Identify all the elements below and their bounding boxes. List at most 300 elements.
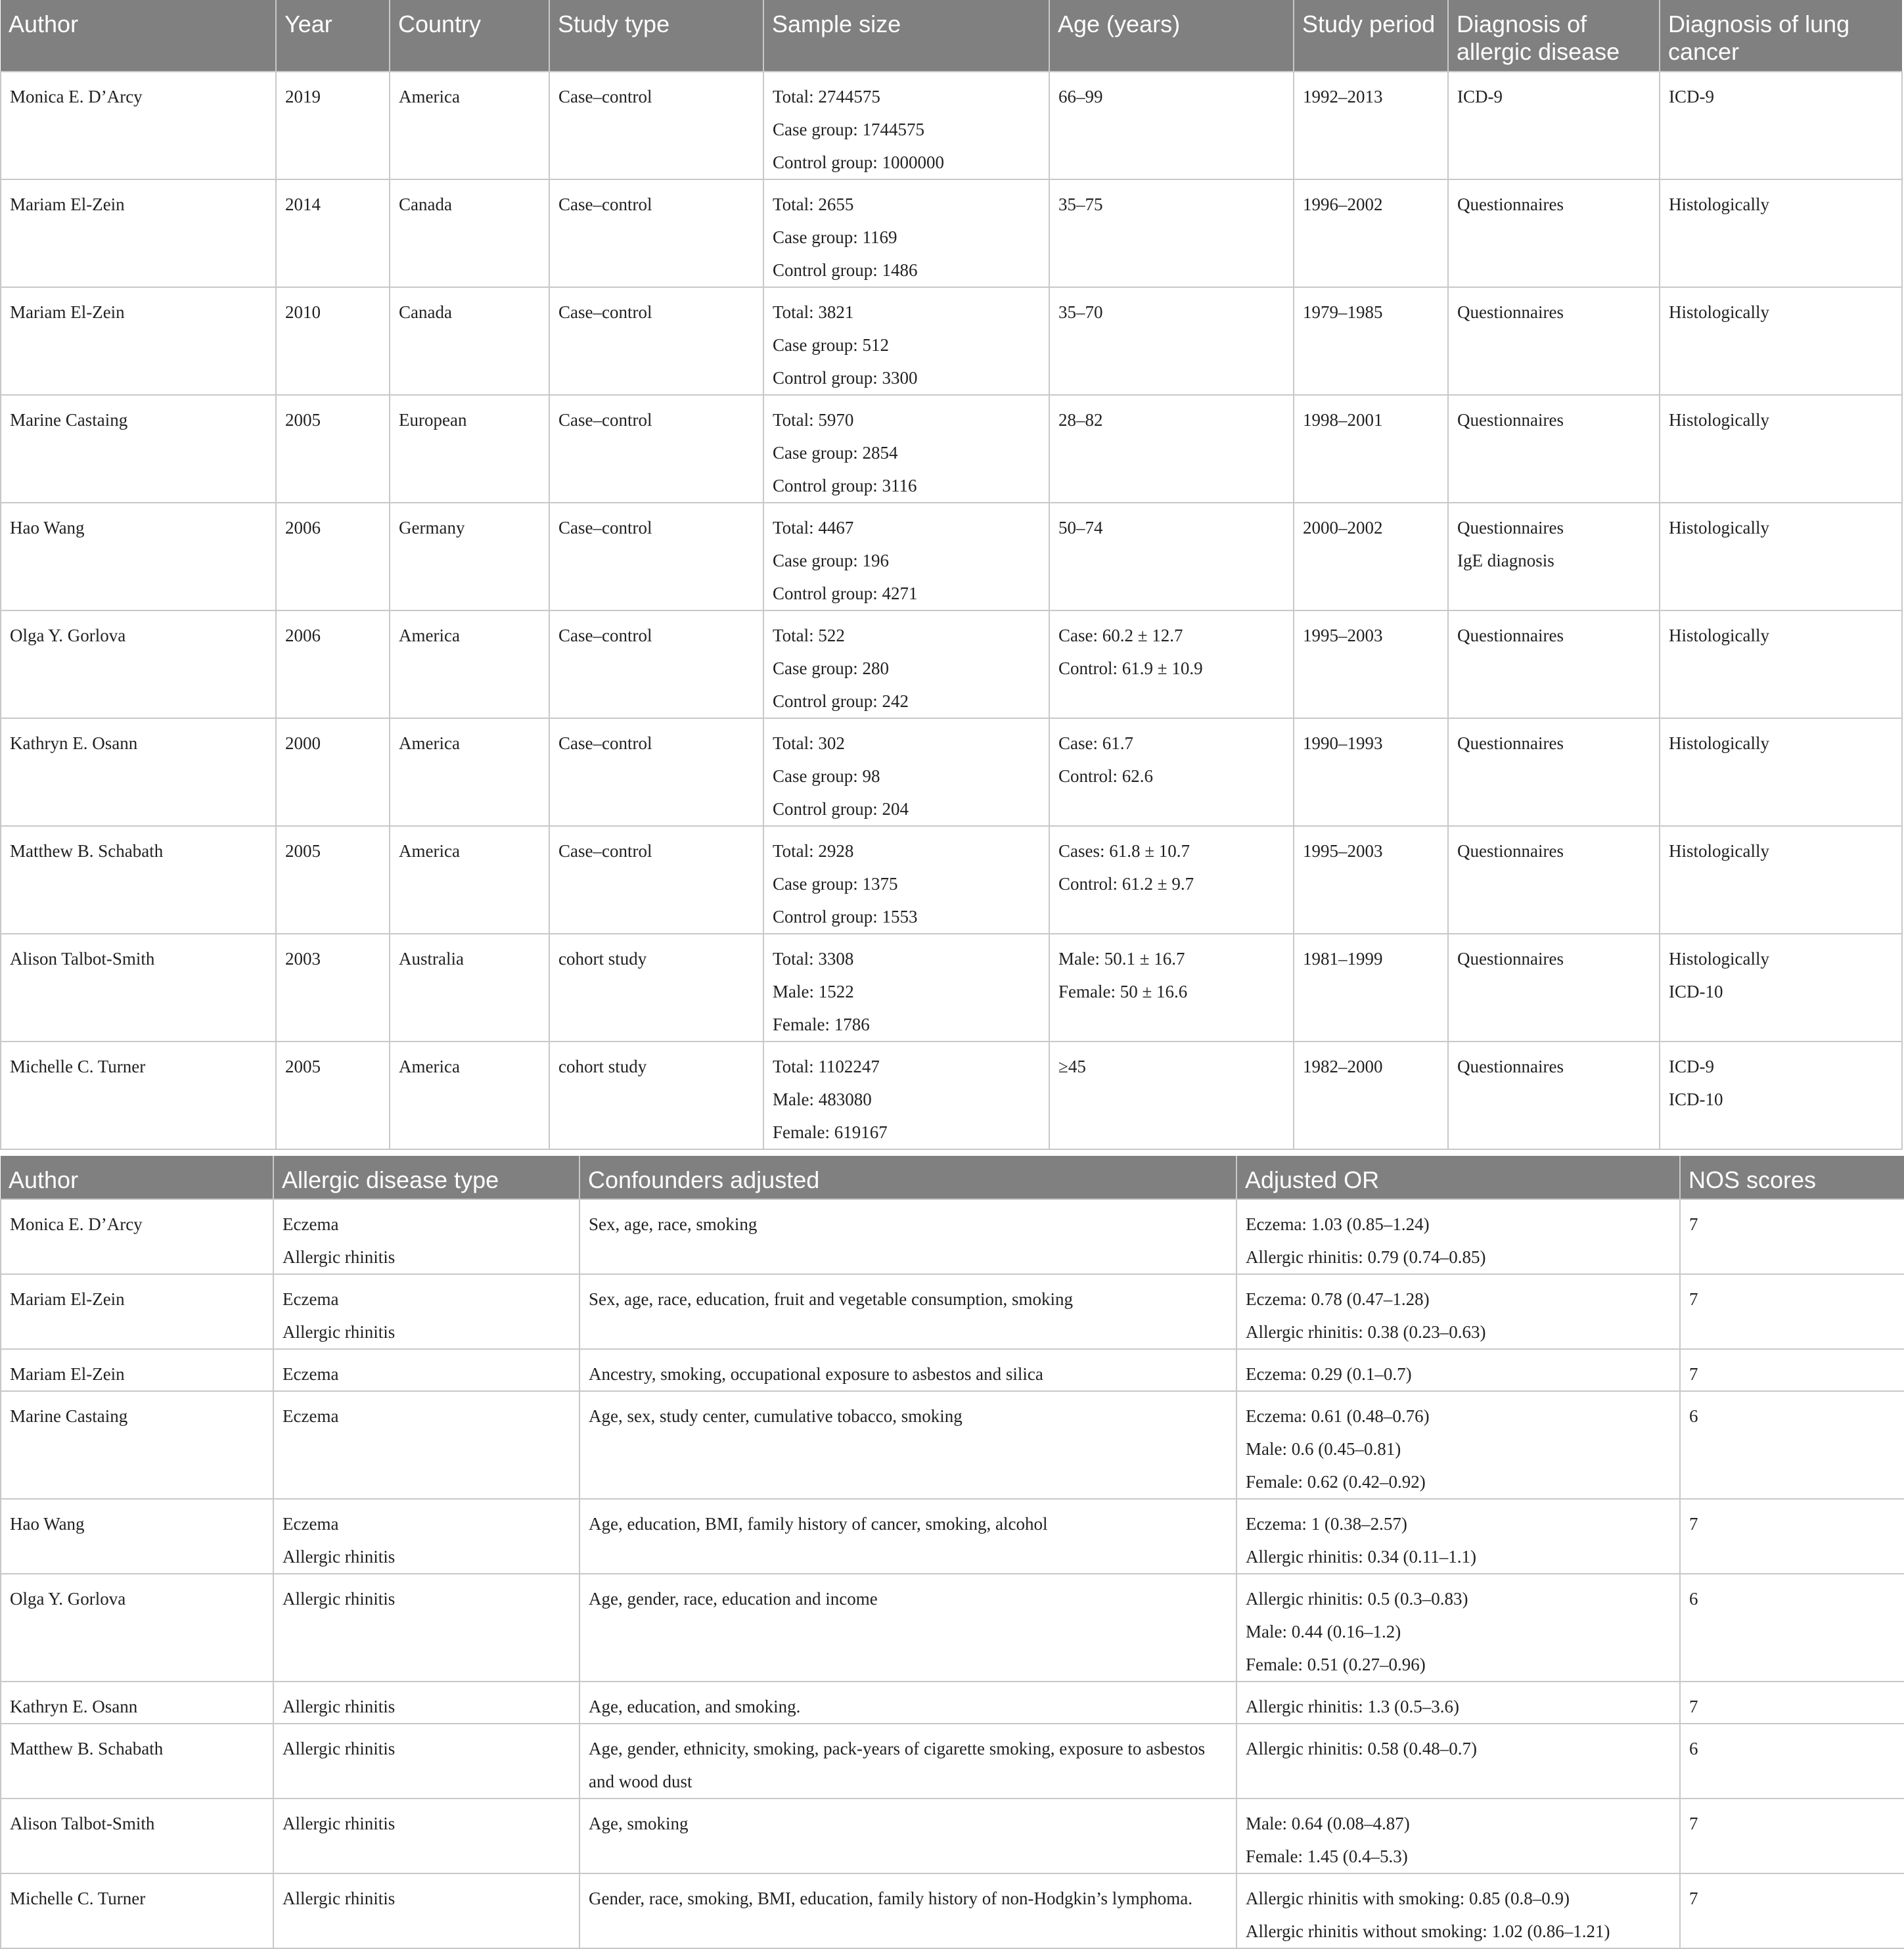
study-type-cell (549, 179, 763, 287)
table-row (1, 179, 1902, 287)
nos-score-cell (1680, 1682, 1904, 1724)
author-cell (1, 1873, 273, 1948)
study-type-cell (549, 287, 763, 395)
study-period-cell (1294, 72, 1448, 179)
country-cell-line: Canada (399, 195, 452, 214)
study-type-cell-line: Case–control (558, 410, 652, 430)
study-period-cell-line: 1982–2000 (1303, 1057, 1383, 1076)
sample-size-cell-line: Control group: 204 (773, 799, 909, 819)
nos-score-cell (1680, 1349, 1904, 1391)
diagnosis-allergic-cell-line: Questionnaires (1457, 626, 1564, 645)
country-cell (390, 287, 549, 395)
diagnosis-lung-cell-line: ICD-9 (1669, 1057, 1714, 1076)
author-cell-line: Matthew B. Schabath (10, 841, 164, 861)
adjusted-or-cell-line: Allergic rhinitis: 0.58 (0.48–0.7) (1246, 1739, 1477, 1758)
adjusted-or-cell-line: Allergic rhinitis: 0.34 (0.11–1.1) (1246, 1547, 1476, 1567)
allergic-type-cell-line: Eczema (283, 1214, 339, 1234)
study-type-cell-line: Case–control (558, 518, 652, 538)
country-cell (390, 179, 549, 287)
nos-score-cell-text: 6 (1689, 1739, 1698, 1758)
header-sample-size: Sample size (763, 0, 1049, 72)
sample-size-cell-line: Case group: 512 (773, 335, 889, 355)
nos-score-cell (1680, 1574, 1904, 1682)
study-type-cell-line: Case–control (558, 841, 652, 861)
age-cell (1049, 395, 1294, 503)
allergic-type-cell-line: Allergic rhinitis (283, 1322, 396, 1342)
sample-size-cell-line: Control group: 4271 (773, 584, 918, 603)
adjusted-or-cell-line: Allergic rhinitis without smoking: 1.02 (0.86–1.21) (1246, 1921, 1610, 1941)
age-cell (1049, 610, 1294, 718)
adjusted-or-cell (1236, 1349, 1680, 1391)
author-cell-text: Alison Talbot-Smith (10, 1814, 155, 1833)
diagnosis-allergic-cell-line: Questionnaires (1457, 518, 1564, 538)
diagnosis-allergic-cell-line: ICD-9 (1457, 87, 1503, 106)
author-cell (1, 1274, 273, 1349)
allergic-type-cell-line: Allergic rhinitis (283, 1247, 396, 1267)
diagnosis-lung-cell (1660, 718, 1902, 826)
sample-size-cell-line: Control group: 242 (773, 691, 909, 711)
adjusted-or-cell (1236, 1799, 1680, 1873)
table-row (1, 503, 1902, 610)
author-cell-text: Hao Wang (10, 1514, 85, 1534)
study-period-cell-line: 1996–2002 (1303, 195, 1383, 214)
diagnosis-lung-cell (1660, 503, 1902, 610)
diagnosis-allergic-cell-line: Questionnaires (1457, 1057, 1564, 1076)
allergic-type-cell (273, 1799, 579, 1873)
age-cell (1049, 72, 1294, 179)
adjusted-or-cell (1236, 1199, 1680, 1274)
adjusted-or-cell-line: Female: 0.51 (0.27–0.96) (1246, 1655, 1426, 1674)
diagnosis-lung-cell (1660, 826, 1902, 934)
year-cell-line: 2000 (285, 733, 321, 753)
nos-score-cell-text: 7 (1689, 1889, 1698, 1908)
diagnosis-allergic-cell (1448, 395, 1660, 503)
diagnosis-lung-cell-line: Histologically (1669, 841, 1769, 861)
table-row (1, 1042, 1902, 1149)
table-row (1, 1724, 1904, 1799)
age-cell (1049, 934, 1294, 1042)
sample-size-cell-line: Control group: 3116 (773, 476, 917, 495)
nos-score-cell (1680, 1391, 1904, 1499)
diagnosis-allergic-cell (1448, 287, 1660, 395)
table-row (1, 1873, 1904, 1948)
author-cell (1, 503, 276, 610)
sample-size-cell-line: Total: 522 (773, 626, 845, 645)
nos-score-cell (1680, 1199, 1904, 1274)
author-cell-text: Olga Y. Gorlova (10, 1589, 126, 1609)
country-cell (390, 826, 549, 934)
table1-header-row (1, 0, 1902, 72)
country-cell (390, 395, 549, 503)
study-period-cell-line: 1990–1993 (1303, 733, 1383, 753)
author-cell (1, 826, 276, 934)
author-cell (1, 1682, 273, 1724)
country-cell-line: European (399, 410, 467, 430)
year-cell-line: 2005 (285, 841, 321, 861)
sample-size-cell-line: Total: 2744575 (773, 87, 880, 106)
year-cell (276, 179, 390, 287)
sample-size-cell (763, 395, 1049, 503)
diagnosis-allergic-cell (1448, 72, 1660, 179)
diagnosis-allergic-cell-line: Questionnaires (1457, 733, 1564, 753)
author-cell (1, 610, 276, 718)
country-cell (390, 718, 549, 826)
adjusted-or-cell-line: Allergic rhinitis: 0.5 (0.3–0.83) (1246, 1589, 1468, 1609)
adjusted-or-cell-line: Allergic rhinitis: 0.38 (0.23–0.63) (1246, 1322, 1486, 1342)
sample-size-cell (763, 1042, 1049, 1149)
sample-size-cell-line: Total: 2928 (773, 841, 854, 861)
author-cell-text: Marine Castaing (10, 1406, 128, 1426)
confounders-cell-text: Gender, race, smoking, BMI, education, family history of non-Hodgkin’s lymphoma. (589, 1889, 1193, 1908)
diagnosis-lung-cell-line: ICD-10 (1669, 1089, 1723, 1109)
year-cell-line: 2006 (285, 518, 321, 538)
diagnosis-lung-cell (1660, 610, 1902, 718)
diagnosis-allergic-cell (1448, 503, 1660, 610)
age-cell (1049, 179, 1294, 287)
nos-score-cell-text: 7 (1689, 1814, 1698, 1833)
confounders-cell (579, 1799, 1236, 1873)
age-cell-line: Control: 61.2 ± 9.7 (1058, 874, 1194, 894)
year-cell-line: 2005 (285, 410, 321, 430)
nos-score-cell-text: 7 (1689, 1697, 1698, 1716)
study-type-cell (549, 503, 763, 610)
year-cell (276, 72, 390, 179)
diagnosis-allergic-cell-line: Questionnaires (1457, 410, 1564, 430)
country-cell (390, 72, 549, 179)
study-type-cell (549, 934, 763, 1042)
allergic-type-cell (273, 1574, 579, 1682)
diagnosis-lung-cell-line: Histologically (1669, 302, 1769, 322)
country-cell-line: America (399, 841, 460, 861)
study-period-cell-line: 1981–1999 (1303, 949, 1383, 969)
country-cell-line: America (399, 626, 460, 645)
diagnosis-lung-cell (1660, 1042, 1902, 1149)
author-cell (1, 395, 276, 503)
nos-score-cell (1680, 1499, 1904, 1574)
author-cell (1, 1499, 273, 1574)
age-cell-line: 35–70 (1058, 302, 1103, 322)
allergic-type-cell-line: Allergic rhinitis (283, 1739, 396, 1758)
study-period-cell-line: 1995–2003 (1303, 841, 1383, 861)
diagnosis-allergic-cell (1448, 1042, 1660, 1149)
allergic-type-cell-line: Allergic rhinitis (283, 1589, 396, 1609)
sample-size-cell-line: Female: 619167 (773, 1122, 888, 1142)
header-year: Year (276, 0, 390, 72)
country-cell (390, 934, 549, 1042)
author-cell (1, 1349, 273, 1391)
confounders-cell-text: Ancestry, smoking, occupational exposure to asbestos and silica (589, 1364, 1043, 1384)
confounders-cell (579, 1199, 1236, 1274)
sample-size-cell-line: Total: 2655 (773, 195, 854, 214)
sample-size-cell-line: Case group: 1375 (773, 874, 898, 894)
age-cell-line: Female: 50 ± 16.6 (1058, 982, 1188, 1001)
author-cell (1, 1724, 273, 1799)
year-cell (276, 287, 390, 395)
study-period-cell-line: 1995–2003 (1303, 626, 1383, 645)
allergic-type-cell-line: Allergic rhinitis (283, 1814, 396, 1833)
author-cell-line: Mariam El-Zein (10, 302, 125, 322)
sample-size-cell-line: Case group: 1169 (773, 227, 897, 247)
header-author: Author (1, 1156, 273, 1199)
nos-score-cell-text: 6 (1689, 1589, 1698, 1609)
diagnosis-lung-cell-line: ICD-9 (1669, 87, 1714, 106)
author-cell (1, 1391, 273, 1499)
age-cell-line: ≥45 (1058, 1057, 1086, 1076)
study-period-cell (1294, 718, 1448, 826)
adjusted-or-cell-line: Female: 1.45 (0.4–5.3) (1246, 1846, 1408, 1866)
diagnosis-allergic-cell (1448, 610, 1660, 718)
header-confounders: Confounders adjusted (579, 1156, 1236, 1199)
author-cell (1, 1799, 273, 1873)
country-cell-line: Germany (399, 518, 465, 538)
year-cell-line: 2014 (285, 195, 321, 214)
study-type-cell (549, 718, 763, 826)
sample-size-cell-line: Total: 1102247 (773, 1057, 880, 1076)
year-cell (276, 1042, 390, 1149)
allergic-type-cell-line: Allergic rhinitis (283, 1547, 396, 1567)
author-cell-line: Alison Talbot-Smith (10, 949, 155, 969)
study-period-cell (1294, 934, 1448, 1042)
country-cell-line: Australia (399, 949, 464, 969)
adjusted-or-cell (1236, 1682, 1680, 1724)
allergic-type-cell (273, 1349, 579, 1391)
nos-score-cell (1680, 1799, 1904, 1873)
confounders-cell-text: Sex, age, race, smoking (589, 1214, 758, 1234)
adjusted-or-cell-line: Male: 0.64 (0.08–4.87) (1246, 1814, 1410, 1833)
confounders-cell-text: Age, education, BMI, family history of cancer, smoking, alcohol (589, 1514, 1048, 1534)
author-cell (1, 179, 276, 287)
adjusted-or-cell-line: Male: 0.44 (0.16–1.2) (1246, 1622, 1401, 1641)
diagnosis-allergic-cell-line: Questionnaires (1457, 195, 1564, 214)
year-cell (276, 934, 390, 1042)
study-type-cell (549, 826, 763, 934)
adjusted-or-cell-line: Allergic rhinitis: 0.79 (0.74–0.85) (1246, 1247, 1486, 1267)
allergic-type-cell (273, 1682, 579, 1724)
author-cell-line: Mariam El-Zein (10, 195, 125, 214)
table-row (1, 1274, 1904, 1349)
age-cell-line: Control: 62.6 (1058, 766, 1154, 786)
country-cell-line: America (399, 733, 460, 753)
sample-size-cell-line: Case group: 196 (773, 551, 889, 570)
adjusted-or-cell-line: Eczema: 0.78 (0.47–1.28) (1246, 1289, 1430, 1309)
author-cell-line: Monica E. D’Arcy (10, 87, 143, 106)
diagnosis-lung-cell-line: Histologically (1669, 733, 1769, 753)
country-cell (390, 610, 549, 718)
country-cell-line: Canada (399, 302, 452, 322)
sample-size-cell (763, 826, 1049, 934)
author-cell-text: Matthew B. Schabath (10, 1739, 164, 1758)
sample-size-cell (763, 287, 1049, 395)
table-row (1, 1499, 1904, 1574)
sample-size-cell (763, 503, 1049, 610)
study-period-cell-line: 1992–2013 (1303, 87, 1383, 106)
sample-size-cell-line: Female: 1786 (773, 1015, 870, 1034)
table-row (1, 395, 1902, 503)
diagnosis-lung-cell-line: Histologically (1669, 410, 1769, 430)
nos-score-cell-text: 7 (1689, 1364, 1698, 1384)
confounders-cell (579, 1274, 1236, 1349)
author-cell-text: Monica E. D’Arcy (10, 1214, 143, 1234)
study-type-cell-line: Case–control (558, 626, 652, 645)
table-row (1, 287, 1902, 395)
year-cell (276, 503, 390, 610)
author-cell-text: Kathryn E. Osann (10, 1697, 138, 1716)
allergic-type-cell-line: Eczema (283, 1289, 339, 1309)
adjusted-or-cell (1236, 1499, 1680, 1574)
year-cell (276, 610, 390, 718)
allergic-type-cell (273, 1499, 579, 1574)
age-cell-line: 50–74 (1058, 518, 1103, 538)
table-row (1, 1799, 1904, 1873)
author-cell (1, 1199, 273, 1274)
author-cell-text: Mariam El-Zein (10, 1364, 125, 1384)
diagnosis-allergic-cell-line: Questionnaires (1457, 841, 1564, 861)
age-cell-line: Male: 50.1 ± 16.7 (1058, 949, 1185, 969)
author-cell (1, 718, 276, 826)
adjusted-or-cell-line: Eczema: 0.61 (0.48–0.76) (1246, 1406, 1430, 1426)
author-cell-text: Michelle C. Turner (10, 1889, 146, 1908)
nos-score-cell (1680, 1724, 1904, 1799)
confounders-cell-text: Age, smoking (589, 1814, 689, 1833)
year-cell (276, 718, 390, 826)
year-cell-line: 2003 (285, 949, 321, 969)
study-type-cell-line: cohort study (558, 949, 647, 969)
age-cell (1049, 503, 1294, 610)
allergic-type-cell (273, 1873, 579, 1948)
country-cell (390, 1042, 549, 1149)
adjusted-or-cell-line: Allergic rhinitis with smoking: 0.85 (0.8–0.9) (1246, 1889, 1570, 1908)
adjusted-or-cell-line: Female: 0.62 (0.42–0.92) (1246, 1472, 1426, 1492)
sample-size-cell-line: Control group: 1486 (773, 260, 918, 280)
table-row (1, 610, 1902, 718)
allergic-type-cell-line: Eczema (283, 1364, 339, 1384)
diagnosis-lung-cell (1660, 934, 1902, 1042)
author-cell (1, 934, 276, 1042)
adjusted-or-cell-line: Eczema: 1.03 (0.85–1.24) (1246, 1214, 1430, 1234)
diagnosis-allergic-cell-line: Questionnaires (1457, 949, 1564, 969)
sample-size-cell (763, 72, 1049, 179)
confounders-cell-text: Age, sex, study center, cumulative tobacco, smoking (589, 1406, 963, 1426)
study-type-cell-line: Case–control (558, 195, 652, 214)
header-study-type: Study type (549, 0, 763, 72)
author-cell (1, 72, 276, 179)
author-cell (1, 287, 276, 395)
header-diagnosis-allergic: Diagnosis of allergic disease (1448, 0, 1660, 72)
confounders-cell-text: Age, education, and smoking. (589, 1697, 801, 1716)
table-row (1, 1349, 1904, 1391)
allergic-type-cell-line: Eczema (283, 1514, 339, 1534)
allergic-type-cell (273, 1724, 579, 1799)
sample-size-cell-line: Control group: 1553 (773, 907, 918, 927)
diagnosis-allergic-cell-line: Questionnaires (1457, 302, 1564, 322)
study-type-cell-line: cohort study (558, 1057, 647, 1076)
diagnosis-lung-cell (1660, 395, 1902, 503)
sample-size-cell-line: Case group: 1744575 (773, 120, 924, 139)
diagnosis-lung-cell-line: Histologically (1669, 626, 1769, 645)
sample-size-cell (763, 610, 1049, 718)
nos-score-cell (1680, 1274, 1904, 1349)
diagnosis-lung-cell (1660, 72, 1902, 179)
diagnosis-lung-cell (1660, 179, 1902, 287)
age-cell (1049, 287, 1294, 395)
table-row (1, 934, 1902, 1042)
year-cell (276, 395, 390, 503)
allergic-type-cell-line: Allergic rhinitis (283, 1697, 396, 1716)
author-cell-line: Michelle C. Turner (10, 1057, 146, 1076)
nos-score-cell-text: 6 (1689, 1406, 1698, 1426)
adjusted-or-table (0, 1156, 1904, 1949)
adjusted-or-cell (1236, 1274, 1680, 1349)
header-country: Country (390, 0, 549, 72)
adjusted-or-cell (1236, 1724, 1680, 1799)
table-row (1, 718, 1902, 826)
allergic-type-cell (273, 1274, 579, 1349)
table-row (1, 72, 1902, 179)
confounders-cell (579, 1499, 1236, 1574)
diagnosis-lung-cell-line: Histologically (1669, 518, 1769, 538)
header-diagnosis-lung: Diagnosis of lung cancer (1660, 0, 1902, 72)
age-cell-line: Case: 60.2 ± 12.7 (1058, 626, 1183, 645)
sample-size-cell-line: Total: 5970 (773, 410, 854, 430)
diagnosis-lung-cell-line: Histologically (1669, 195, 1769, 214)
diagnosis-lung-cell (1660, 287, 1902, 395)
allergic-type-cell-line: Allergic rhinitis (283, 1889, 396, 1908)
confounders-cell (579, 1574, 1236, 1682)
sample-size-cell-line: Male: 483080 (773, 1089, 872, 1109)
header-allergic-disease-type: Allergic disease type (273, 1156, 579, 1199)
study-period-cell (1294, 503, 1448, 610)
sample-size-cell-line: Total: 302 (773, 733, 845, 753)
confounders-cell (579, 1682, 1236, 1724)
author-cell-line: Hao Wang (10, 518, 85, 538)
author-cell-text: Mariam El-Zein (10, 1289, 125, 1309)
sample-size-cell-line: Case group: 2854 (773, 443, 898, 463)
adjusted-or-cell (1236, 1873, 1680, 1948)
study-period-cell-line: 1998–2001 (1303, 410, 1383, 430)
year-cell-line: 2010 (285, 302, 321, 322)
sample-size-cell-line: Control group: 3300 (773, 368, 918, 388)
year-cell (276, 826, 390, 934)
study-period-cell (1294, 179, 1448, 287)
sample-size-cell (763, 718, 1049, 826)
adjusted-or-cell-line: Male: 0.6 (0.45–0.81) (1246, 1439, 1401, 1459)
year-cell-line: 2005 (285, 1057, 321, 1076)
diagnosis-allergic-cell (1448, 826, 1660, 934)
country-cell-line: America (399, 87, 460, 106)
nos-score-cell (1680, 1873, 1904, 1948)
author-cell (1, 1042, 276, 1149)
study-type-cell-line: Case–control (558, 302, 652, 322)
study-type-cell (549, 72, 763, 179)
sample-size-cell (763, 934, 1049, 1042)
country-cell (390, 503, 549, 610)
study-type-cell-line: Case–control (558, 733, 652, 753)
table2-header-row (1, 1156, 1904, 1199)
diagnosis-allergic-cell (1448, 934, 1660, 1042)
author-cell-line: Olga Y. Gorlova (10, 626, 126, 645)
nos-score-cell-text: 7 (1689, 1214, 1698, 1234)
confounders-cell (579, 1873, 1236, 1948)
year-cell-line: 2006 (285, 626, 321, 645)
header-nos-scores: NOS scores (1680, 1156, 1904, 1199)
study-period-cell (1294, 826, 1448, 934)
study-period-cell (1294, 1042, 1448, 1149)
study-type-cell (549, 395, 763, 503)
allergic-type-cell-line: Eczema (283, 1406, 339, 1426)
study-period-cell (1294, 395, 1448, 503)
author-cell-line: Marine Castaing (10, 410, 128, 430)
header-author: Author (1, 0, 276, 72)
